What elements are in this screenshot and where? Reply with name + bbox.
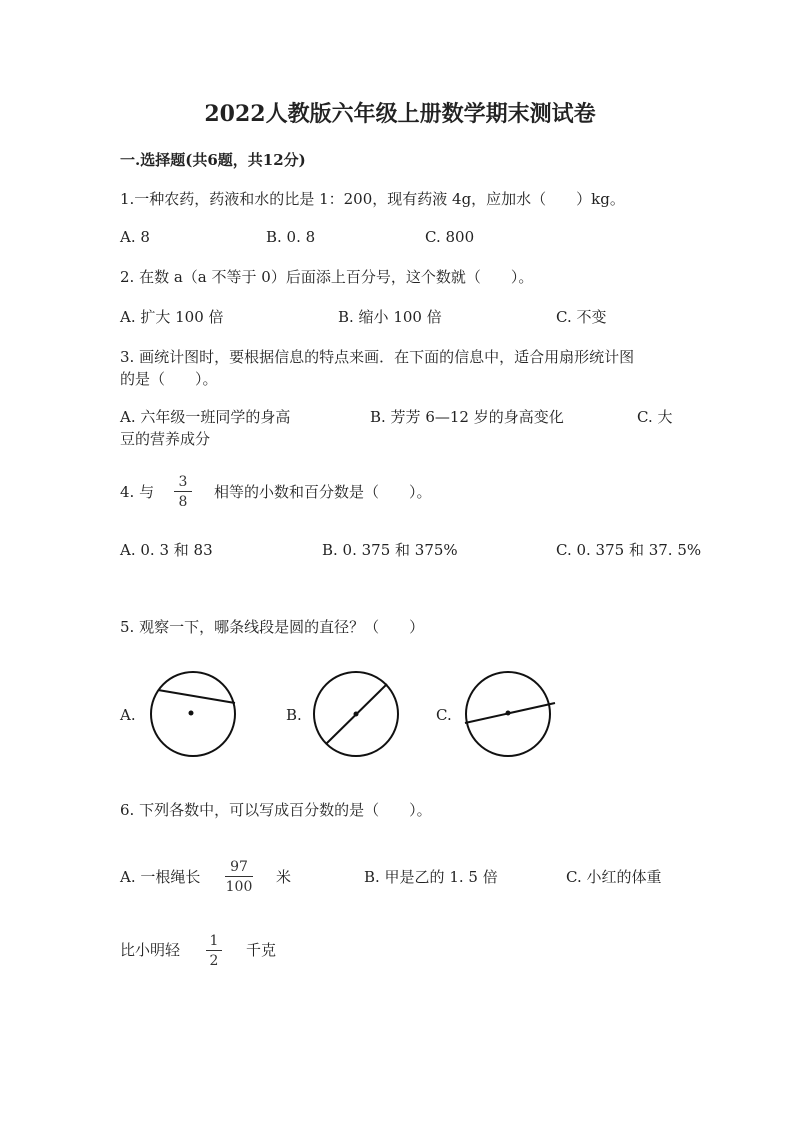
question-3-option-c: C. 大 bbox=[637, 408, 673, 426]
question-3-stem-line2: 的是（ ）。 bbox=[120, 370, 218, 388]
circle-diagram-a bbox=[140, 665, 250, 765]
question-3-stem-line1: 3. 画统计图时，要根据信息的特点来画．在下面的信息中，适合用扇形统计图 bbox=[120, 348, 635, 366]
section-heading: 一.选择题(共6题，共12分) bbox=[120, 151, 306, 169]
question-5-stem: 5. 观察一下，哪条线段是圆的直径？（ ） bbox=[120, 618, 425, 636]
fraction-three-eighths bbox=[174, 474, 192, 510]
question-2-option-a: A. 扩大 100 倍 bbox=[120, 308, 224, 326]
question-6-option-a-suffix: 米 bbox=[276, 868, 292, 886]
question-4-option-a: A. 0. 3 和 83 bbox=[120, 541, 213, 559]
question-1-option-a: A. 8 bbox=[120, 228, 150, 246]
question-5-option-a-label: A. bbox=[120, 706, 136, 724]
fraction-numerator: 3 bbox=[178, 474, 188, 490]
circle-diagram-b bbox=[305, 665, 415, 765]
fraction-numerator: 97 bbox=[230, 859, 248, 875]
question-6-option-b: B. 甲是乙的 1. 5 倍 bbox=[364, 868, 498, 886]
question-6-option-c-cont-suffix: 千克 bbox=[246, 941, 277, 959]
page-title: 2022人教版六年级上册数学期末测试卷 bbox=[204, 101, 596, 127]
question-1-option-b: B. 0. 8 bbox=[266, 228, 316, 246]
question-2-option-b: B. 缩小 100 倍 bbox=[338, 308, 442, 326]
fraction-denominator: 8 bbox=[178, 494, 188, 510]
question-3-option-a: A. 六年级一班同学的身高 bbox=[120, 408, 291, 426]
fraction-denominator: 2 bbox=[209, 953, 219, 969]
fraction-one-half bbox=[206, 933, 222, 969]
question-4-suffix: 相等的小数和百分数是（ ）。 bbox=[214, 483, 432, 501]
question-3-option-b: B. 芳芳 6—12 岁的身高变化 bbox=[370, 408, 564, 426]
circle-diagram-c bbox=[455, 665, 575, 765]
question-6-stem: 6. 下列各数中，可以写成百分数的是（ ）。 bbox=[120, 801, 432, 819]
question-5-option-b-label: B. bbox=[286, 706, 302, 724]
fraction-denominator: 100 bbox=[225, 879, 253, 895]
question-1-stem: 1.一种农药，药液和水的比是 1：200，现有药液 4g，应加水（ ）kg。 bbox=[120, 190, 625, 208]
question-4-option-b: B. 0. 375 和 375% bbox=[322, 541, 458, 559]
question-4-prefix: 4. 与 bbox=[120, 483, 155, 501]
fraction-numerator: 1 bbox=[209, 933, 219, 949]
question-4-option-c: C. 0. 375 和 37. 5% bbox=[556, 541, 702, 559]
fraction-97-100 bbox=[225, 859, 253, 895]
question-6-option-c: C. 小红的体重 bbox=[566, 868, 662, 886]
question-2-option-c: C. 不变 bbox=[556, 308, 607, 326]
question-6-option-c-cont-prefix: 比小明轻 bbox=[120, 941, 181, 959]
question-3-option-c-cont: 豆的营养成分 bbox=[120, 430, 211, 448]
question-5-option-c-label: C. bbox=[436, 706, 452, 724]
question-6-option-a-prefix: A. 一根绳长 bbox=[120, 868, 201, 886]
question-2-stem: 2. 在数 a（a 不等于 0）后面添上百分号，这个数就（ ）。 bbox=[120, 268, 534, 286]
question-1-option-c: C. 800 bbox=[425, 228, 475, 246]
